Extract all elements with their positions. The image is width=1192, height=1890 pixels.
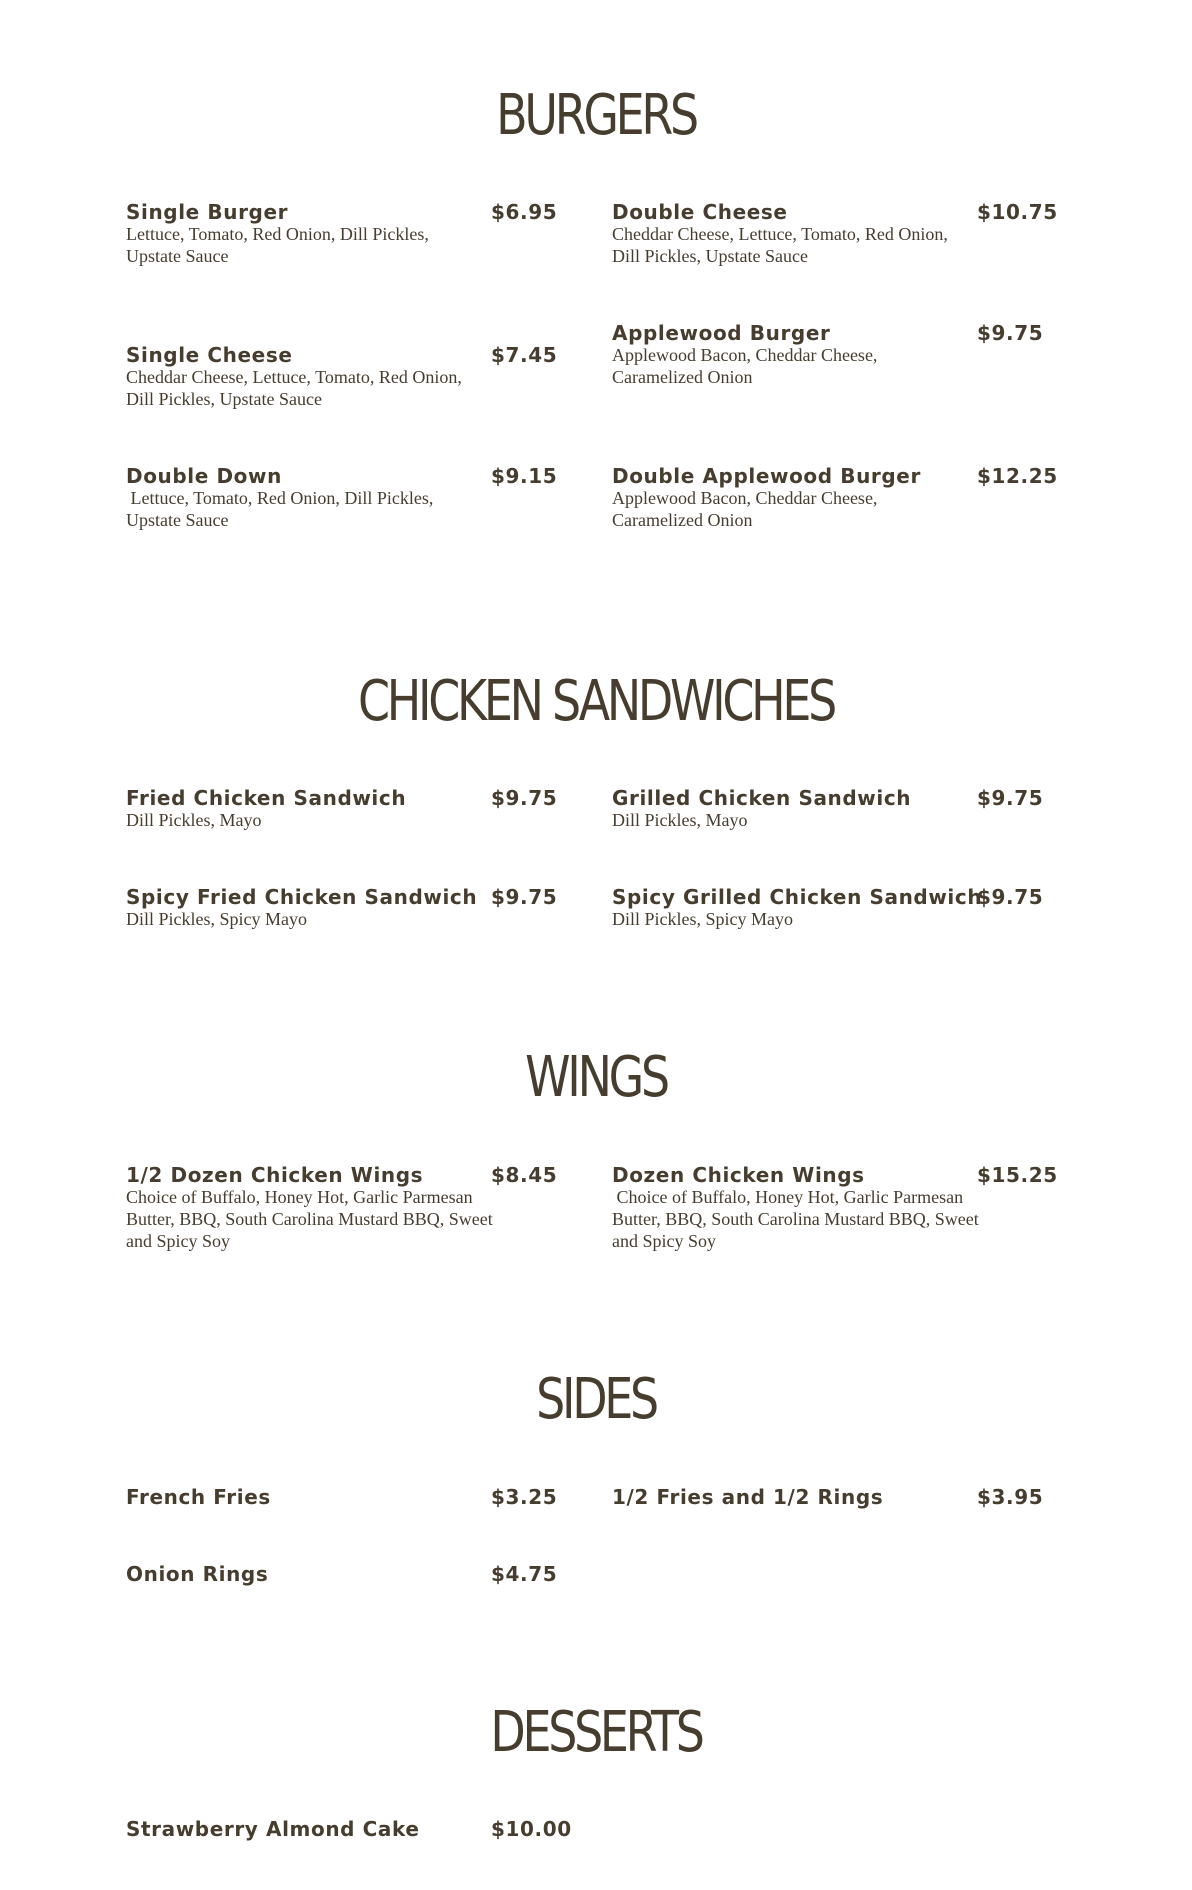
- item-name: Double Applewood Burger: [612, 464, 921, 488]
- item-price: $8.45: [491, 1163, 558, 1187]
- item-description: Applewood Bacon, Cheddar Cheese, Caramelized Onion: [612, 345, 882, 387]
- item-price: $9.75: [977, 885, 1044, 909]
- item-name: Onion Rings: [126, 1562, 269, 1586]
- item-price: $9.75: [491, 885, 558, 909]
- item-description: Choice of Buffalo, Honey Hot, Garlic Parmesan Butter, BBQ, South Carolina Mustard BBQ, Sweet and Spicy Soy: [126, 1187, 498, 1251]
- section-title-desserts: DESSERTS: [490, 1700, 702, 1765]
- item-description: Dill Pickles, Spicy Mayo: [126, 909, 307, 929]
- item-price: $9.75: [977, 321, 1044, 345]
- item-description: Cheddar Cheese, Lettuce, Tomato, Red Onion, Dill Pickles, Upstate Sauce: [126, 367, 467, 409]
- item-name: Double Cheese: [612, 200, 788, 224]
- item-name: Spicy Grilled Chicken Sandwich: [612, 885, 983, 909]
- item-name: 1/2 Dozen Chicken Wings: [126, 1163, 424, 1187]
- item-name: Applewood Burger: [612, 321, 831, 345]
- item-name: Grilled Chicken Sandwich: [612, 786, 912, 810]
- item-description: Lettuce, Tomato, Red Onion, Dill Pickles, Upstate Sauce: [126, 488, 438, 530]
- section-title-wings: WINGS: [525, 1045, 667, 1110]
- item-name: Single Burger: [126, 200, 289, 224]
- item-price: $9.75: [491, 786, 558, 810]
- item-price: $15.25: [977, 1163, 1058, 1187]
- item-price: $7.45: [491, 343, 558, 367]
- item-name: Fried Chicken Sandwich: [126, 786, 407, 810]
- item-price: $6.95: [491, 200, 558, 224]
- item-price: $4.75: [491, 1562, 558, 1586]
- item-price: $12.25: [977, 464, 1058, 488]
- item-name: Dozen Chicken Wings: [612, 1163, 865, 1187]
- section-title-sides: SIDES: [536, 1367, 656, 1432]
- section-title-chicken-sandwiches: CHICKEN SANDWICHES: [357, 669, 835, 734]
- item-description: Dill Pickles, Mayo: [126, 810, 262, 830]
- item-price: $10.75: [977, 200, 1058, 224]
- item-description: Dill Pickles, Mayo: [612, 810, 748, 830]
- item-price: $10.00: [491, 1817, 572, 1841]
- item-price: $9.15: [491, 464, 558, 488]
- item-description: Applewood Bacon, Cheddar Cheese, Caramelized Onion: [612, 488, 882, 530]
- item-price: $3.25: [491, 1485, 558, 1509]
- item-description: Cheddar Cheese, Lettuce, Tomato, Red Onion, Dill Pickles, Upstate Sauce: [612, 224, 953, 266]
- item-name: French Fries: [126, 1485, 271, 1509]
- item-price: $3.95: [977, 1485, 1044, 1509]
- item-description: Choice of Buffalo, Honey Hot, Garlic Parmesan Butter, BBQ, South Carolina Mustard BBQ, Sweet and Spicy Soy: [612, 1187, 984, 1251]
- item-description: Lettuce, Tomato, Red Onion, Dill Pickles, Upstate Sauce: [126, 224, 434, 266]
- item-name: Spicy Fried Chicken Sandwich: [126, 885, 478, 909]
- item-name: 1/2 Fries and 1/2 Rings: [612, 1485, 884, 1509]
- item-price: $9.75: [977, 786, 1044, 810]
- section-title-burgers: BURGERS: [496, 83, 696, 148]
- item-name: Double Down: [126, 464, 282, 488]
- item-description: Dill Pickles, Spicy Mayo: [612, 909, 793, 929]
- item-name: Single Cheese: [126, 343, 293, 367]
- item-name: Strawberry Almond Cake: [126, 1817, 420, 1841]
